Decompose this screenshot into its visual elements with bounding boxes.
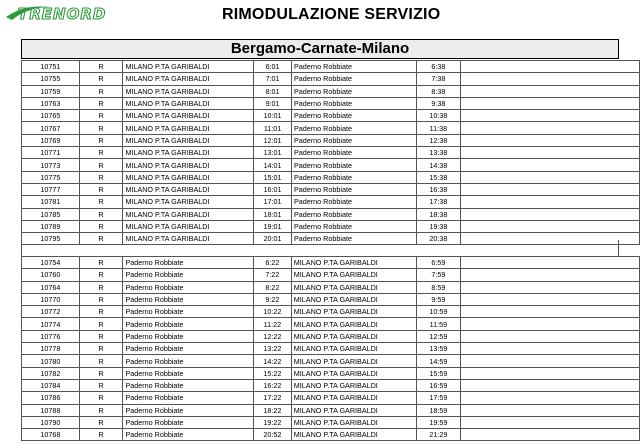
train-number-cell: 10751 (22, 61, 80, 73)
table-row (22, 110, 640, 122)
origin-station-cell: MILANO P.TA GARIBALDI (123, 183, 254, 195)
origin-station-cell: MILANO P.TA GARIBALDI (123, 85, 254, 97)
train-number-cell: 10780 (22, 355, 80, 367)
train-number-cell: 10785 (22, 208, 80, 220)
notes-cell (461, 318, 640, 330)
departure-time-cell: 15:01 (254, 171, 292, 183)
departure-time-cell: 16:22 (253, 379, 291, 391)
train-number-cell: 10773 (22, 159, 80, 171)
category-cell: R (79, 355, 123, 367)
table-row (22, 208, 640, 220)
category-cell: R (79, 220, 123, 232)
train-number-cell: 10755 (22, 73, 80, 85)
train-number-cell: 10776 (22, 330, 80, 342)
category-cell: R (79, 97, 123, 109)
notes-cell (461, 73, 640, 85)
origin-station-cell: MILANO P.TA GARIBALDI (123, 171, 254, 183)
table-row (22, 367, 640, 379)
origin-station-cell: MILANO P.TA GARIBALDI (123, 208, 254, 220)
train-number-cell: 10774 (22, 318, 80, 330)
destination-station-cell: Paderno Robbiate (292, 183, 417, 195)
origin-station-cell: MILANO P.TA GARIBALDI (123, 110, 254, 122)
destination-station-cell: Paderno Robbiate (292, 196, 417, 208)
destination-station-cell: MILANO P.TA GARIBALDI (291, 281, 416, 293)
departure-time-cell: 19:01 (254, 220, 292, 232)
departure-time-cell: 6:01 (254, 61, 292, 73)
train-number-cell: 10772 (22, 306, 80, 318)
table-row (22, 134, 640, 146)
train-number-cell: 10778 (22, 343, 80, 355)
departure-time-cell: 13:01 (254, 147, 292, 159)
category-cell: R (79, 171, 123, 183)
origin-station-cell: MILANO P.TA GARIBALDI (123, 233, 254, 245)
departure-time-cell: 12:22 (253, 330, 291, 342)
destination-station-cell: Paderno Robbiate (292, 110, 417, 122)
train-number-cell: 10767 (22, 122, 80, 134)
destination-station-cell: MILANO P.TA GARIBALDI (291, 257, 416, 269)
notes-cell (461, 97, 640, 109)
destination-station-cell: Paderno Robbiate (292, 97, 417, 109)
arrival-time-cell: 9:59 (416, 293, 461, 305)
departure-time-cell: 13:22 (253, 343, 291, 355)
departure-time-cell: 17:22 (253, 392, 291, 404)
arrival-time-cell: 12:59 (416, 330, 461, 342)
return-timetable (21, 256, 640, 441)
origin-station-cell: Paderno Robbiate (123, 416, 253, 428)
category-cell: R (79, 306, 123, 318)
arrival-time-cell: 13:38 (416, 147, 461, 159)
arrival-time-cell: 14:59 (416, 355, 461, 367)
origin-station-cell: Paderno Robbiate (123, 318, 253, 330)
destination-station-cell: Paderno Robbiate (292, 85, 417, 97)
category-cell: R (79, 429, 123, 441)
train-number-cell: 10784 (22, 379, 80, 391)
destination-station-cell: Paderno Robbiate (292, 134, 417, 146)
departure-time-cell: 8:22 (253, 281, 291, 293)
departure-time-cell: 19:22 (253, 416, 291, 428)
destination-station-cell: Paderno Robbiate (292, 233, 417, 245)
notes-cell (461, 122, 640, 134)
departure-time-cell: 17:01 (254, 196, 292, 208)
arrival-time-cell: 11:59 (416, 318, 461, 330)
destination-station-cell: MILANO P.TA GARIBALDI (291, 404, 416, 416)
train-number-cell: 10775 (22, 171, 80, 183)
route-header: Bergamo-Carnate-Milano (21, 39, 619, 59)
destination-station-cell: MILANO P.TA GARIBALDI (291, 367, 416, 379)
destination-station-cell: Paderno Robbiate (292, 208, 417, 220)
train-number-cell: 10763 (22, 97, 80, 109)
train-number-cell: 10795 (22, 233, 80, 245)
table-row (22, 318, 640, 330)
table-row (22, 196, 640, 208)
destination-station-cell: Paderno Robbiate (292, 220, 417, 232)
origin-station-cell: MILANO P.TA GARIBALDI (123, 61, 254, 73)
departure-time-cell: 14:22 (253, 355, 291, 367)
departure-time-cell: 7:01 (254, 73, 292, 85)
origin-station-cell: Paderno Robbiate (123, 355, 253, 367)
origin-station-cell: Paderno Robbiate (123, 293, 253, 305)
table-row (22, 404, 640, 416)
arrival-time-cell: 21:29 (416, 429, 461, 441)
category-cell: R (79, 147, 123, 159)
logo-wordmark: TRENORD (18, 5, 107, 23)
notes-cell (461, 330, 640, 342)
table-row (22, 147, 640, 159)
train-number-cell: 10760 (22, 269, 80, 281)
notes-cell (461, 379, 640, 391)
departure-time-cell: 10:01 (254, 110, 292, 122)
notes-cell (461, 293, 640, 305)
departure-time-cell: 20:52 (253, 429, 291, 441)
destination-station-cell: MILANO P.TA GARIBALDI (291, 306, 416, 318)
origin-station-cell: MILANO P.TA GARIBALDI (123, 196, 254, 208)
table-row (22, 220, 640, 232)
notes-cell (461, 110, 640, 122)
category-cell: R (79, 293, 123, 305)
destination-station-cell: MILANO P.TA GARIBALDI (291, 416, 416, 428)
train-number-cell: 10788 (22, 404, 80, 416)
departure-time-cell: 11:22 (253, 318, 291, 330)
category-cell: R (79, 367, 123, 379)
outbound-timetable (21, 60, 640, 245)
notes-cell (461, 281, 640, 293)
arrival-time-cell: 10:59 (416, 306, 461, 318)
notes-cell (461, 257, 640, 269)
notes-cell (461, 306, 640, 318)
train-number-cell: 10789 (22, 220, 80, 232)
destination-station-cell: MILANO P.TA GARIBALDI (291, 429, 416, 441)
origin-station-cell: MILANO P.TA GARIBALDI (123, 147, 254, 159)
destination-station-cell: Paderno Robbiate (292, 73, 417, 85)
notes-cell (461, 404, 640, 416)
page-title: RIMODULAZIONE SERVIZIO (222, 6, 441, 23)
departure-time-cell: 8:01 (254, 85, 292, 97)
arrival-time-cell: 7:38 (416, 73, 461, 85)
destination-station-cell: Paderno Robbiate (292, 171, 417, 183)
train-number-cell: 10786 (22, 392, 80, 404)
trenord-logo (4, 2, 122, 24)
category-cell: R (79, 122, 123, 134)
notes-cell (461, 85, 640, 97)
destination-station-cell: Paderno Robbiate (292, 159, 417, 171)
origin-station-cell: Paderno Robbiate (123, 269, 253, 281)
table-row (22, 392, 640, 404)
arrival-time-cell: 7:59 (416, 269, 461, 281)
category-cell: R (79, 257, 123, 269)
category-cell: R (79, 281, 123, 293)
table-row (22, 343, 640, 355)
category-cell: R (79, 330, 123, 342)
notes-cell (461, 147, 640, 159)
departure-time-cell: 20:01 (254, 233, 292, 245)
table-row (22, 269, 640, 281)
departure-time-cell: 18:01 (254, 208, 292, 220)
notes-cell (461, 183, 640, 195)
departure-time-cell: 10:22 (253, 306, 291, 318)
arrival-time-cell: 13:59 (416, 343, 461, 355)
table-row (22, 122, 640, 134)
table-row (22, 281, 640, 293)
arrival-time-cell: 12:38 (416, 134, 461, 146)
table-row (22, 73, 640, 85)
departure-time-cell: 9:22 (253, 293, 291, 305)
notes-cell (461, 220, 640, 232)
departure-time-cell: 11:01 (254, 122, 292, 134)
table-row (22, 293, 640, 305)
notes-cell (461, 208, 640, 220)
notes-cell (461, 367, 640, 379)
category-cell: R (79, 416, 123, 428)
arrival-time-cell: 18:59 (416, 404, 461, 416)
train-number-cell: 10782 (22, 367, 80, 379)
destination-station-cell: MILANO P.TA GARIBALDI (291, 355, 416, 367)
category-cell: R (79, 196, 123, 208)
category-cell: R (79, 233, 123, 245)
category-cell: R (79, 73, 123, 85)
arrival-time-cell: 8:38 (416, 85, 461, 97)
notes-cell (461, 416, 640, 428)
category-cell: R (79, 183, 123, 195)
category-cell: R (79, 269, 123, 281)
train-number-cell: 10770 (22, 293, 80, 305)
notes-cell (461, 429, 640, 441)
destination-station-cell: MILANO P.TA GARIBALDI (291, 293, 416, 305)
category-cell: R (79, 85, 123, 97)
origin-station-cell: MILANO P.TA GARIBALDI (123, 159, 254, 171)
notes-cell (461, 343, 640, 355)
arrival-time-cell: 15:59 (416, 367, 461, 379)
arrival-time-cell: 20:38 (416, 233, 461, 245)
table-row (22, 257, 640, 269)
category-cell: R (79, 134, 123, 146)
table-row (22, 379, 640, 391)
origin-station-cell: Paderno Robbiate (123, 257, 253, 269)
departure-time-cell: 9:01 (254, 97, 292, 109)
arrival-time-cell: 19:38 (416, 220, 461, 232)
table-row (22, 61, 640, 73)
arrival-time-cell: 6:38 (416, 61, 461, 73)
notes-cell (461, 159, 640, 171)
notes-cell (461, 392, 640, 404)
category-cell: R (79, 404, 123, 416)
destination-station-cell: Paderno Robbiate (292, 122, 417, 134)
destination-station-cell: MILANO P.TA GARIBALDI (291, 330, 416, 342)
category-cell: R (79, 159, 123, 171)
arrival-time-cell: 15:38 (416, 171, 461, 183)
table-row (22, 171, 640, 183)
train-number-cell: 10777 (22, 183, 80, 195)
train-number-cell: 10768 (22, 429, 80, 441)
train-number-cell: 10764 (22, 281, 80, 293)
arrival-time-cell: 14:38 (416, 159, 461, 171)
origin-station-cell: Paderno Robbiate (123, 367, 253, 379)
arrival-time-cell: 10:38 (416, 110, 461, 122)
category-cell: R (79, 379, 123, 391)
table-row (22, 183, 640, 195)
origin-station-cell: Paderno Robbiate (123, 330, 253, 342)
table-row (22, 355, 640, 367)
origin-station-cell: MILANO P.TA GARIBALDI (123, 73, 254, 85)
departure-time-cell: 14:01 (254, 159, 292, 171)
train-number-cell: 10769 (22, 134, 80, 146)
train-number-cell: 10759 (22, 85, 80, 97)
notes-cell (461, 134, 640, 146)
category-cell: R (79, 343, 123, 355)
arrival-time-cell: 18:38 (416, 208, 461, 220)
table-row (22, 159, 640, 171)
departure-time-cell: 16:01 (254, 183, 292, 195)
origin-station-cell: Paderno Robbiate (123, 281, 253, 293)
destination-station-cell: MILANO P.TA GARIBALDI (291, 379, 416, 391)
train-number-cell: 10790 (22, 416, 80, 428)
origin-station-cell: MILANO P.TA GARIBALDI (123, 220, 254, 232)
notes-cell (461, 196, 640, 208)
train-number-cell: 10781 (22, 196, 80, 208)
notes-cell (461, 61, 640, 73)
category-cell: R (79, 208, 123, 220)
table-row (22, 306, 640, 318)
train-number-cell: 10765 (22, 110, 80, 122)
arrival-time-cell: 6:59 (416, 257, 461, 269)
arrival-time-cell: 17:38 (416, 196, 461, 208)
departure-time-cell: 7:22 (253, 269, 291, 281)
origin-station-cell: Paderno Robbiate (123, 306, 253, 318)
origin-station-cell: Paderno Robbiate (123, 379, 253, 391)
origin-station-cell: Paderno Robbiate (123, 392, 253, 404)
arrival-time-cell: 16:38 (416, 183, 461, 195)
category-cell: R (79, 61, 123, 73)
origin-station-cell: MILANO P.TA GARIBALDI (123, 122, 254, 134)
destination-station-cell: MILANO P.TA GARIBALDI (291, 269, 416, 281)
departure-time-cell: 18:22 (253, 404, 291, 416)
departure-time-cell: 15:22 (253, 367, 291, 379)
arrival-time-cell: 9:38 (416, 97, 461, 109)
origin-station-cell: Paderno Robbiate (123, 404, 253, 416)
notes-cell (461, 171, 640, 183)
departure-time-cell: 6:22 (253, 257, 291, 269)
origin-station-cell: MILANO P.TA GARIBALDI (123, 97, 254, 109)
notes-cell (461, 269, 640, 281)
arrival-time-cell: 17:59 (416, 392, 461, 404)
destination-station-cell: Paderno Robbiate (292, 61, 417, 73)
destination-station-cell: Paderno Robbiate (292, 147, 417, 159)
destination-station-cell: MILANO P.TA GARIBALDI (291, 392, 416, 404)
notes-cell (461, 355, 640, 367)
table-row (22, 416, 640, 428)
table-separator (21, 240, 619, 256)
arrival-time-cell: 11:38 (416, 122, 461, 134)
table-row (22, 330, 640, 342)
destination-station-cell: MILANO P.TA GARIBALDI (291, 343, 416, 355)
origin-station-cell: MILANO P.TA GARIBALDI (123, 134, 254, 146)
departure-time-cell: 12:01 (254, 134, 292, 146)
destination-station-cell: MILANO P.TA GARIBALDI (291, 318, 416, 330)
category-cell: R (79, 392, 123, 404)
train-number-cell: 10754 (22, 257, 80, 269)
table-row (22, 429, 640, 441)
arrival-time-cell: 19:59 (416, 416, 461, 428)
arrival-time-cell: 8:59 (416, 281, 461, 293)
train-number-cell: 10771 (22, 147, 80, 159)
origin-station-cell: Paderno Robbiate (123, 429, 253, 441)
table-row (22, 85, 640, 97)
table-row (22, 97, 640, 109)
arrival-time-cell: 16:59 (416, 379, 461, 391)
category-cell: R (79, 110, 123, 122)
origin-station-cell: Paderno Robbiate (123, 343, 253, 355)
category-cell: R (79, 318, 123, 330)
